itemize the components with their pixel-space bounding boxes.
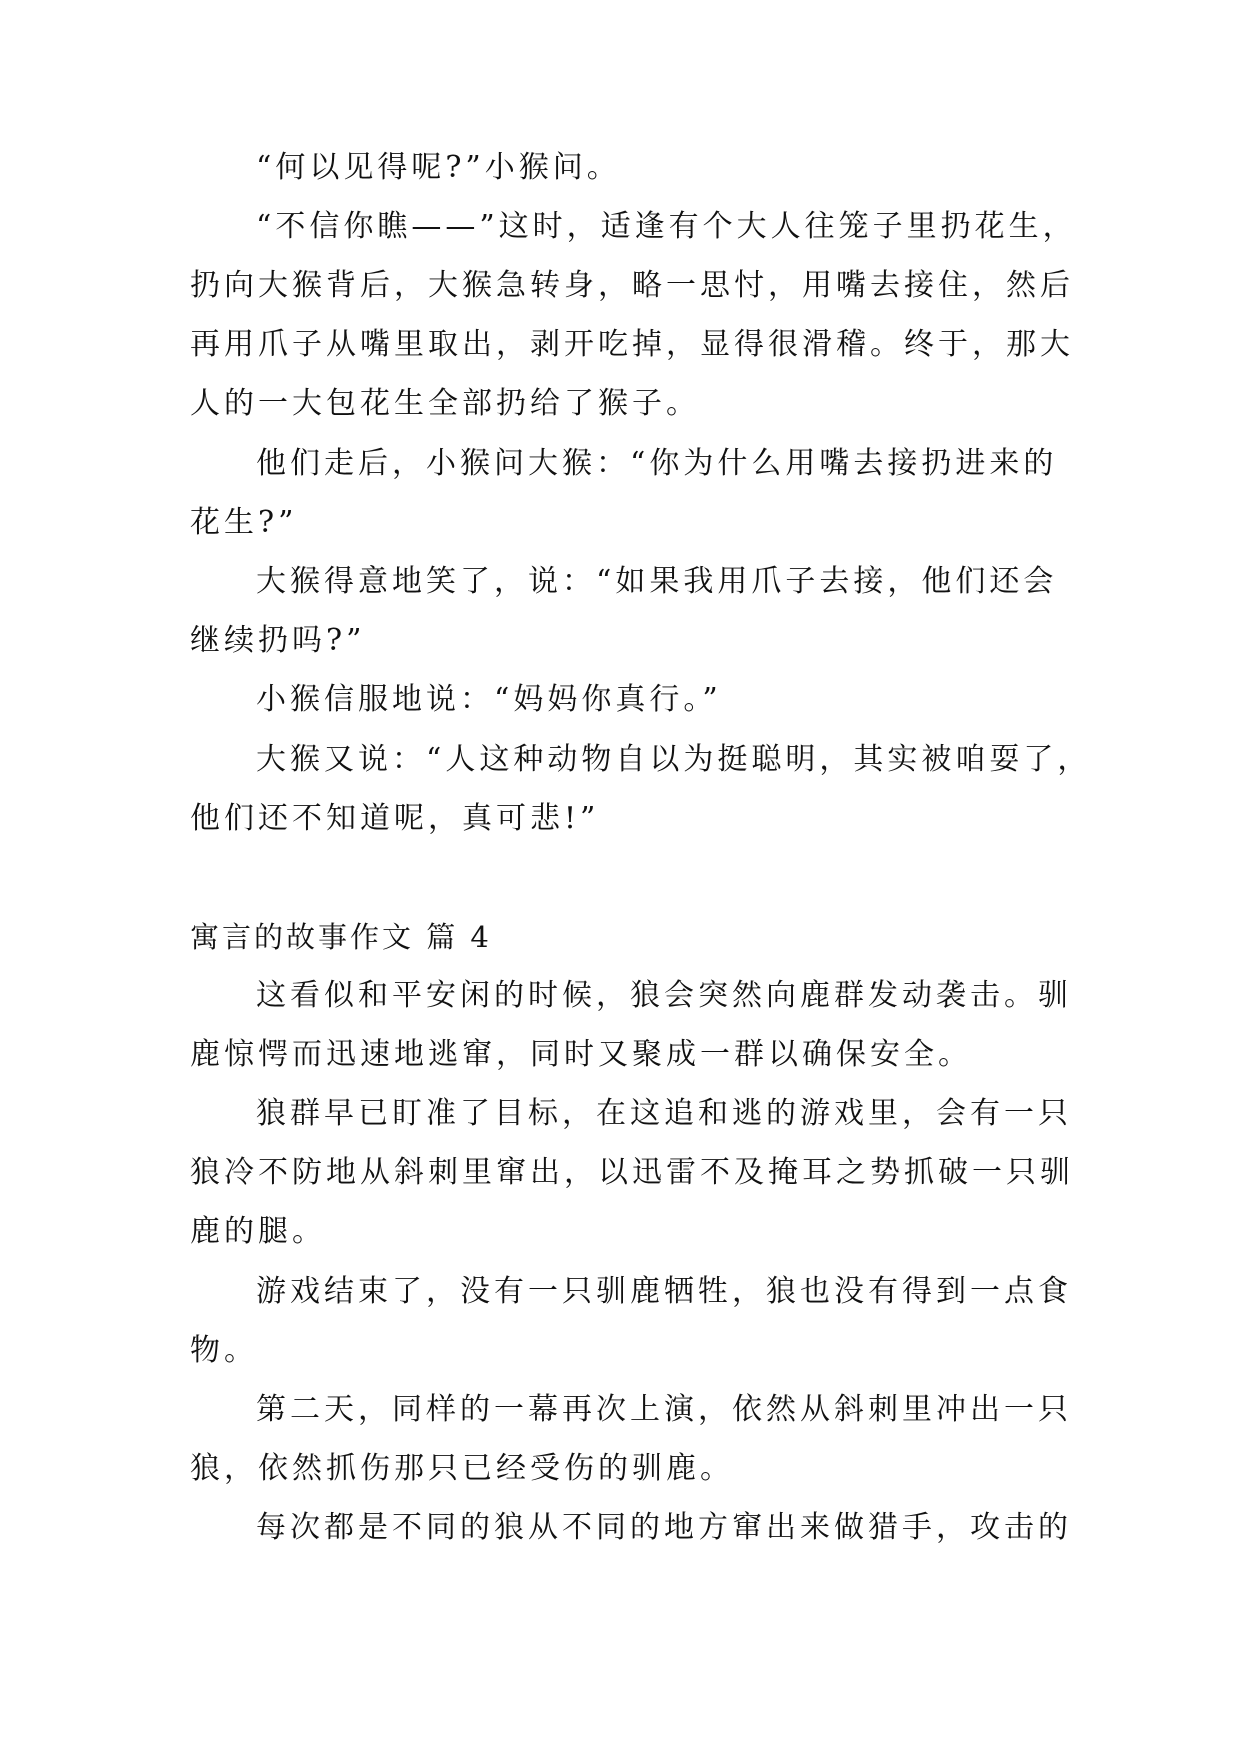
paragraph-line: 这看似和平安闲的时候，狼会突然向鹿群发动袭击。驯 — [256, 978, 1072, 1013]
paragraph-line: 狼群早已盯准了目标，在这追和逃的游戏里，会有一只 — [256, 1096, 1072, 1131]
paragraph-line: 花生?” — [190, 505, 298, 540]
paragraph-line: 游戏结束了，没有一只驯鹿牺牲，狼也没有得到一点食 — [256, 1274, 1072, 1309]
paragraph-line: “何以见得呢?”小猴问。 — [256, 150, 621, 185]
paragraph-line: “不信你瞧——”这时，适逢有个大人往笼子里扔花生， — [256, 209, 1077, 244]
paragraph-line: 扔向大猴背后，大猴急转身，略一思忖，用嘴去接住，然后 — [190, 268, 1074, 303]
paragraph-line: 狼冷不防地从斜刺里窜出，以迅雷不及掩耳之势抓破一只驯 — [190, 1155, 1074, 1190]
paragraph-line: 狼，依然抓伤那只已经受伤的驯鹿。 — [190, 1451, 734, 1486]
paragraph-line: 物。 — [190, 1333, 258, 1368]
paragraph-line: 人的一大包花生全部扔给了猴子。 — [190, 386, 700, 421]
paragraph-line: 每次都是不同的狼从不同的地方窜出来做猎手，攻击的 — [256, 1510, 1072, 1545]
paragraph-line: 鹿的腿。 — [190, 1214, 326, 1249]
paragraph-line: 他们还不知道呢，真可悲!” — [190, 801, 600, 836]
paragraph-line: 第二天，同样的一幕再次上演，依然从斜刺里冲出一只 — [256, 1392, 1072, 1427]
paragraph-line: 他们走后，小猴问大猴：“你为什么用嘴去接扔进来的 — [256, 446, 1058, 481]
paragraph-line: 鹿惊愕而迅速地逃窜，同时又聚成一群以确保安全。 — [190, 1037, 972, 1072]
paragraph-line: 再用爪子从嘴里取出，剥开吃掉，显得很滑稽。终于，那大 — [190, 327, 1074, 362]
paragraph-line: 小猴信服地说：“妈妈你真行。” — [256, 682, 722, 717]
paragraph-line: 大猴又说：“人这种动物自以为挺聪明，其实被咱耍了， — [256, 742, 1092, 777]
section-heading: 寓言的故事作文 篇 4 — [190, 920, 492, 954]
paragraph-line: 大猴得意地笑了，说：“如果我用爪子去接，他们还会 — [256, 564, 1058, 599]
paragraph-line: 继续扔吗?” — [190, 623, 366, 658]
